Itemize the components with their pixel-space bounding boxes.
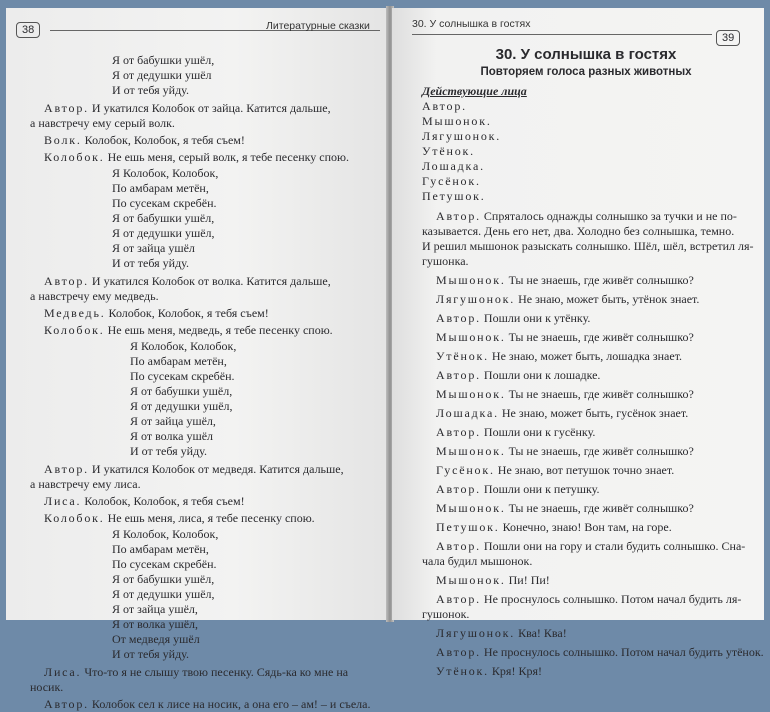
speaker-name: Автор. xyxy=(436,645,481,659)
text-line: гушонок. xyxy=(422,607,470,621)
speech-text: Не ешь меня, медведь, я тебе песенку спою. xyxy=(104,323,333,337)
text-line xyxy=(30,101,380,116)
speech-text: Что-то я не слышу твою песенку. Сядь-ка ко мне на xyxy=(81,665,349,679)
verse-line: Я от дедушки ушёл, xyxy=(130,399,233,413)
verse-line: Я от дедушки ушёл xyxy=(112,68,212,82)
text-line xyxy=(422,349,750,364)
right-page-number: 39 xyxy=(716,30,740,46)
verse-line: Я Колобок, Колобок, xyxy=(112,166,219,180)
speaker-name: Петушок. xyxy=(436,520,500,534)
speaker-name: Автор. xyxy=(436,311,481,325)
dialogue-line xyxy=(30,274,380,304)
dialogue-line xyxy=(30,306,380,321)
speech-text: Пошли они к гусёнку. xyxy=(480,425,596,439)
dialogue-line xyxy=(422,573,750,588)
text-line xyxy=(422,273,750,288)
text-line: а навстречу ему медведь. xyxy=(30,289,159,303)
speaker-name: Автор. xyxy=(436,592,481,606)
verse-line: По амбарам метён, xyxy=(130,354,227,368)
dialogue-line xyxy=(30,462,380,492)
speaker-name: Мышонок. xyxy=(436,387,506,401)
verse-line: По амбарам метён, xyxy=(112,181,209,195)
speech-text: Не ешь меня, лиса, я тебе песенку спою. xyxy=(104,511,315,525)
dialogue-line xyxy=(422,539,750,569)
speaker-name: Автор. xyxy=(436,209,481,223)
speaker-name: Автор. xyxy=(436,368,481,382)
verse-line: И от тебя уйду. xyxy=(130,444,207,458)
verse-line: Я от волка ушёл, xyxy=(112,617,199,631)
left-page-text xyxy=(30,52,380,712)
verse-line: Я от волка ушёл xyxy=(130,429,214,443)
text-line xyxy=(422,539,750,554)
verse-line: И от тебя уйду. xyxy=(112,256,189,270)
speaker-name: Утёнок. xyxy=(436,664,489,678)
speech-text: Пи! Пи! xyxy=(505,573,550,587)
text-line xyxy=(422,520,750,535)
text-line xyxy=(422,626,750,641)
right-page xyxy=(392,8,764,678)
dialogue-line xyxy=(422,406,750,421)
speech-text: Не проснулось солнышко. Потом начал будить утёнок. xyxy=(480,645,764,659)
speaker-name: Автор. xyxy=(436,482,481,496)
dialogue-line xyxy=(30,101,380,131)
dialogue-line xyxy=(30,511,380,526)
dialogue-line xyxy=(422,425,750,440)
dialogue-line xyxy=(422,209,754,269)
speech-text: Колобок сел к лисе на носик, а она его – ам! – и съела. xyxy=(88,697,371,711)
verse-line: Я от бабушки ушёл, xyxy=(112,53,215,67)
speech-text: Колобок, Колобок, я тебя съем! xyxy=(81,494,245,508)
text-line xyxy=(422,330,750,345)
cast-member: Лошадка. xyxy=(422,159,485,173)
dialogue-line xyxy=(422,501,750,516)
text-line: И решил мышонок разыскать солнышко. Шёл, шёл, встретил ля- xyxy=(422,239,754,253)
speaker-name: Автор. xyxy=(436,425,481,439)
speech-text: Пошли они к утёнку. xyxy=(480,311,591,325)
dialogue-line xyxy=(30,133,380,148)
speaker-name: Лиса. xyxy=(44,494,82,508)
right-header-rule xyxy=(412,34,712,35)
song-verse xyxy=(30,527,380,662)
text-line xyxy=(422,501,750,516)
text-line xyxy=(422,425,750,440)
dialogue-line xyxy=(422,463,750,478)
speech-text: Колобок, Колобок, я тебя съем! xyxy=(81,133,245,147)
text-line xyxy=(422,664,750,679)
text-line: а навстречу ему серый волк. xyxy=(30,116,175,130)
dialogue-line xyxy=(422,349,750,364)
text-line xyxy=(30,323,380,338)
speech-text: Ты не знаешь, где живёт солнышко? xyxy=(505,387,694,401)
speaker-name: Мышонок. xyxy=(436,573,506,587)
cast-list xyxy=(422,99,750,204)
text-line xyxy=(30,697,380,712)
speaker-name: Волк. xyxy=(44,133,82,147)
text-line xyxy=(422,406,750,421)
speaker-name: Лошадка. xyxy=(436,406,499,420)
cast-member: Лягушонок. xyxy=(422,129,502,143)
speaker-name: Лиса. xyxy=(44,665,82,679)
verse-line: По сусекам скребён. xyxy=(112,557,217,571)
speaker-name: Автор. xyxy=(44,274,89,288)
speech-text: Спряталось однажды солнышко за тучки и не по- xyxy=(480,209,737,223)
speaker-name: Автор. xyxy=(44,101,89,115)
dialogue-line xyxy=(422,520,750,535)
cast-member: Автор. xyxy=(422,99,467,113)
speaker-name: Колобок. xyxy=(44,150,105,164)
chapter-title: 30. У солнышка в гостях xyxy=(495,46,677,63)
text-line xyxy=(422,292,750,307)
speech-text: Ква! Ква! xyxy=(515,626,567,640)
speaker-name: Мышонок. xyxy=(436,273,506,287)
dialogue-line xyxy=(422,330,750,345)
text-line xyxy=(422,573,750,588)
right-running-header: 30. У солнышка в гостях xyxy=(412,18,531,30)
speech-text: Не знаю, может быть, лошадка знает. xyxy=(488,349,683,363)
dialogue-line xyxy=(422,273,750,288)
speaker-name: Автор. xyxy=(44,697,89,711)
speaker-name: Утёнок. xyxy=(436,349,489,363)
song-verse xyxy=(30,339,380,459)
dialogue-line xyxy=(422,292,750,307)
dialogue-line xyxy=(422,311,750,326)
dialogue-line xyxy=(422,592,750,622)
speech-text: Ты не знаешь, где живёт солнышко? xyxy=(505,444,694,458)
speaker-name: Медведь. xyxy=(44,306,106,320)
dialogue-line xyxy=(422,482,750,497)
dialogue-line xyxy=(422,645,764,660)
cast-member: Петушок. xyxy=(422,189,486,203)
speech-text: Не знаю, вот петушок точно знает. xyxy=(494,463,675,477)
speech-text: Пошли они к лошадке. xyxy=(480,368,601,382)
dialogue-line xyxy=(30,323,380,338)
text-line: носик. xyxy=(30,680,64,694)
left-page-number: 38 xyxy=(16,22,40,38)
verse-line: Я от зайца ушёл, xyxy=(112,602,198,616)
text-line xyxy=(30,462,380,477)
text-line xyxy=(30,665,380,680)
speaker-name: Лягушонок. xyxy=(436,292,516,306)
text-line xyxy=(422,592,750,607)
speech-text: Колобок, Колобок, я тебя съем! xyxy=(105,306,269,320)
verse-line: По амбарам метён, xyxy=(112,542,209,556)
verse-line: По сусекам скребён. xyxy=(130,369,235,383)
dialogue-line xyxy=(422,368,750,383)
text-line xyxy=(30,150,380,165)
text-line xyxy=(30,306,380,321)
speaker-name: Автор. xyxy=(436,539,481,553)
cast-member: Мышонок. xyxy=(422,114,492,128)
speaker-name: Мышонок. xyxy=(436,330,506,344)
speaker-name: Мышонок. xyxy=(436,501,506,515)
speech-text: Не знаю, может быть, гусёнок знает. xyxy=(498,406,689,420)
speaker-name: Гусёнок. xyxy=(436,463,495,477)
verse-line: Я от бабушки ушёл, xyxy=(112,211,215,225)
text-line xyxy=(30,494,380,509)
text-line xyxy=(30,511,380,526)
dialogue-line xyxy=(422,664,750,679)
song-verse xyxy=(30,166,380,271)
speaker-name: Колобок. xyxy=(44,511,105,525)
dialogue-line xyxy=(30,697,380,712)
speech-text: Конечно, знаю! Вон там, на горе. xyxy=(499,520,672,534)
text-line xyxy=(422,387,750,402)
verse-line: Я от бабушки ушёл, xyxy=(112,572,215,586)
dialogue-line xyxy=(30,665,380,695)
dialogue-line xyxy=(30,494,380,509)
dialogue-line xyxy=(30,150,380,165)
verse-line: Я от зайца ушёл, xyxy=(130,414,216,428)
cast-member: Гусёнок. xyxy=(422,174,481,188)
speech-text: Не проснулось солнышко. Потом начал будить ля- xyxy=(480,592,742,606)
dialogue xyxy=(422,209,764,679)
dialogue-line xyxy=(422,387,750,402)
speaker-name: Лягушонок. xyxy=(436,626,516,640)
speech-text: Ты не знаешь, где живёт солнышко? xyxy=(505,501,694,515)
text-line: гушонка. xyxy=(422,254,469,268)
left-page xyxy=(6,8,388,711)
dialogue-line xyxy=(422,626,750,641)
text-line xyxy=(422,463,750,478)
speech-text: Пошли они к петушку. xyxy=(480,482,600,496)
left-running-header: Литературные сказки xyxy=(266,20,370,32)
text-line: а навстречу ему лиса. xyxy=(30,477,141,491)
text-line xyxy=(30,274,380,289)
dialogue-line xyxy=(422,444,750,459)
speech-text: Ты не знаешь, где живёт солнышко? xyxy=(505,273,694,287)
cast-heading: Действующие лица xyxy=(422,84,527,98)
text-line: чала будил мышонок. xyxy=(422,554,533,568)
speaker-name: Колобок. xyxy=(44,323,105,337)
right-page-text xyxy=(422,46,764,683)
speech-text: Не знаю, может быть, утёнок знает. xyxy=(515,292,700,306)
speaker-name: Мышонок. xyxy=(436,444,506,458)
verse-line: Я Колобок, Колобок, xyxy=(112,527,219,541)
verse-line: От медведя ушёл xyxy=(112,632,200,646)
verse-line: Я от зайца ушёл xyxy=(112,241,195,255)
speech-text: Ты не знаешь, где живёт солнышко? xyxy=(505,330,694,344)
text-line xyxy=(422,482,750,497)
speech-text: И укатился Колобок от медведя. Катится дальше, xyxy=(88,462,344,476)
verse-line: Я Колобок, Колобок, xyxy=(130,339,237,353)
speaker-name: Автор. xyxy=(44,462,89,476)
chapter-subtitle: Повторяем голоса разных животных xyxy=(480,66,692,78)
text-line: казывается. День его нет, два. Холодно без солнышка, темно. xyxy=(422,224,735,238)
text-line xyxy=(422,311,750,326)
song-verse xyxy=(30,53,380,98)
speech-text: И укатился Колобок от зайца. Катится дальше, xyxy=(88,101,331,115)
text-line xyxy=(422,368,750,383)
verse-line: Я от дедушки ушёл, xyxy=(112,587,215,601)
verse-line: По сусекам скребён. xyxy=(112,196,217,210)
verse-line: И от тебя уйду. xyxy=(112,647,189,661)
speech-text: Пошли они на гору и стали будить солнышко. Сна- xyxy=(480,539,746,553)
speech-text: Не ешь меня, серый волк, я тебе песенку спою. xyxy=(104,150,350,164)
text-line xyxy=(422,209,750,224)
speech-text: И укатился Колобок от волка. Катится дальше, xyxy=(88,274,331,288)
text-line xyxy=(422,645,764,660)
text-line xyxy=(30,133,380,148)
verse-line: Я от дедушки ушёл, xyxy=(112,226,215,240)
speech-text: Кря! Кря! xyxy=(488,664,542,678)
verse-line: И от тебя уйду. xyxy=(112,83,189,97)
cast-member: Утёнок. xyxy=(422,144,475,158)
text-line xyxy=(422,444,750,459)
verse-line: Я от бабушки ушёл, xyxy=(130,384,233,398)
